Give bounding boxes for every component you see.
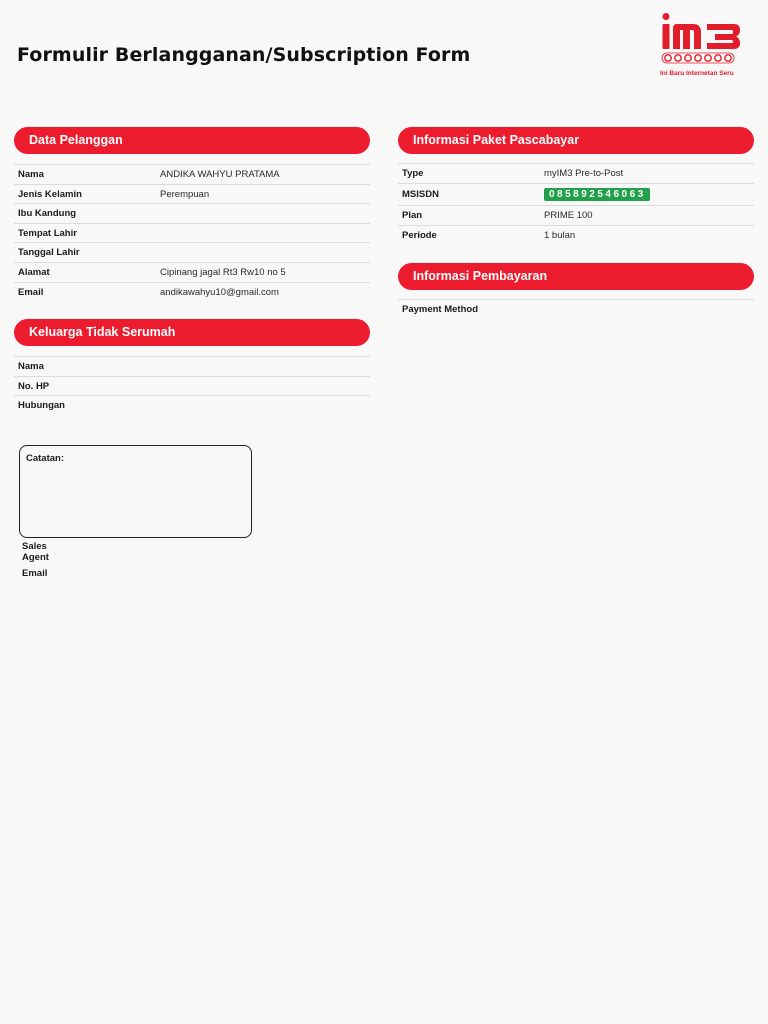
row-label: Ibu Kandung <box>18 208 77 219</box>
row-value: ANDIKA WAHYU PRATAMA <box>160 169 280 180</box>
table-row <box>398 225 754 245</box>
keluarga-table <box>14 356 370 415</box>
pembayaran-table <box>398 299 754 319</box>
section-header-paket-pascabayar: Informasi Paket Pascabayar <box>398 127 754 154</box>
section-header-pembayaran: Informasi Pembayaran <box>398 263 754 290</box>
notes-box <box>19 445 252 538</box>
row-value: 1 bulan <box>544 230 576 241</box>
table-row <box>14 356 370 376</box>
page-title: Formulir Berlangganan/Subscription Form <box>17 44 471 66</box>
table-row <box>398 299 754 319</box>
row-label: Hubungan <box>18 400 65 411</box>
im3-ooredoo-logo <box>656 12 748 82</box>
row-label: Type <box>402 168 424 179</box>
table-row <box>14 223 370 242</box>
row-label: Tempat Lahir <box>18 227 77 239</box>
sales-agent-label-line2: Agent <box>22 551 49 563</box>
row-label: No. HP <box>18 380 50 392</box>
paket-table <box>398 163 754 245</box>
data-pelanggan-table <box>14 164 370 302</box>
row-label: Tanggal Lahir <box>18 247 80 258</box>
row-label: Payment Method <box>402 304 479 315</box>
table-row <box>14 184 370 203</box>
table-row <box>14 376 370 395</box>
row-value: andikawahyu10@gmail.com <box>160 287 279 298</box>
table-row <box>398 183 754 205</box>
row-value <box>544 188 650 201</box>
table-row <box>14 395 370 415</box>
logo-mark <box>656 12 748 70</box>
row-label: Nama <box>18 361 44 372</box>
row-label: Alamat <box>18 267 50 278</box>
row-value: Perempuan <box>160 188 210 200</box>
section-header-data-pelanggan: Data Pelanggan <box>14 127 370 154</box>
logo-tagline: Ini Baru Internetan Seru <box>660 70 734 77</box>
table-row <box>14 242 370 262</box>
table-row <box>14 282 370 302</box>
row-value: myIM3 Pre-to-Post <box>544 168 624 179</box>
sales-agent-label <box>22 542 49 563</box>
footer-email-label: Email <box>22 568 48 579</box>
row-label: Jenis Kelamin <box>18 188 82 200</box>
section-header-keluarga: Keluarga Tidak Serumah <box>14 319 370 346</box>
table-row <box>14 262 370 282</box>
row-label: Nama <box>18 169 44 180</box>
row-label: MSISDN <box>402 189 439 200</box>
row-value: Cipinang jagal Rt3 Rw10 no 5 <box>160 267 286 278</box>
notes-label: Catatan: <box>26 453 65 464</box>
row-label: Email <box>18 287 44 298</box>
table-row <box>14 203 370 223</box>
table-row <box>14 164 370 184</box>
table-row <box>398 205 754 225</box>
table-row <box>398 163 754 183</box>
row-label: Plan <box>402 210 423 221</box>
row-label: Periode <box>402 230 437 241</box>
sales-agent-label-line1: Sales <box>22 541 47 552</box>
msisdn-badge: 085892546063 <box>544 188 650 201</box>
row-value: PRIME 100 <box>544 210 593 221</box>
